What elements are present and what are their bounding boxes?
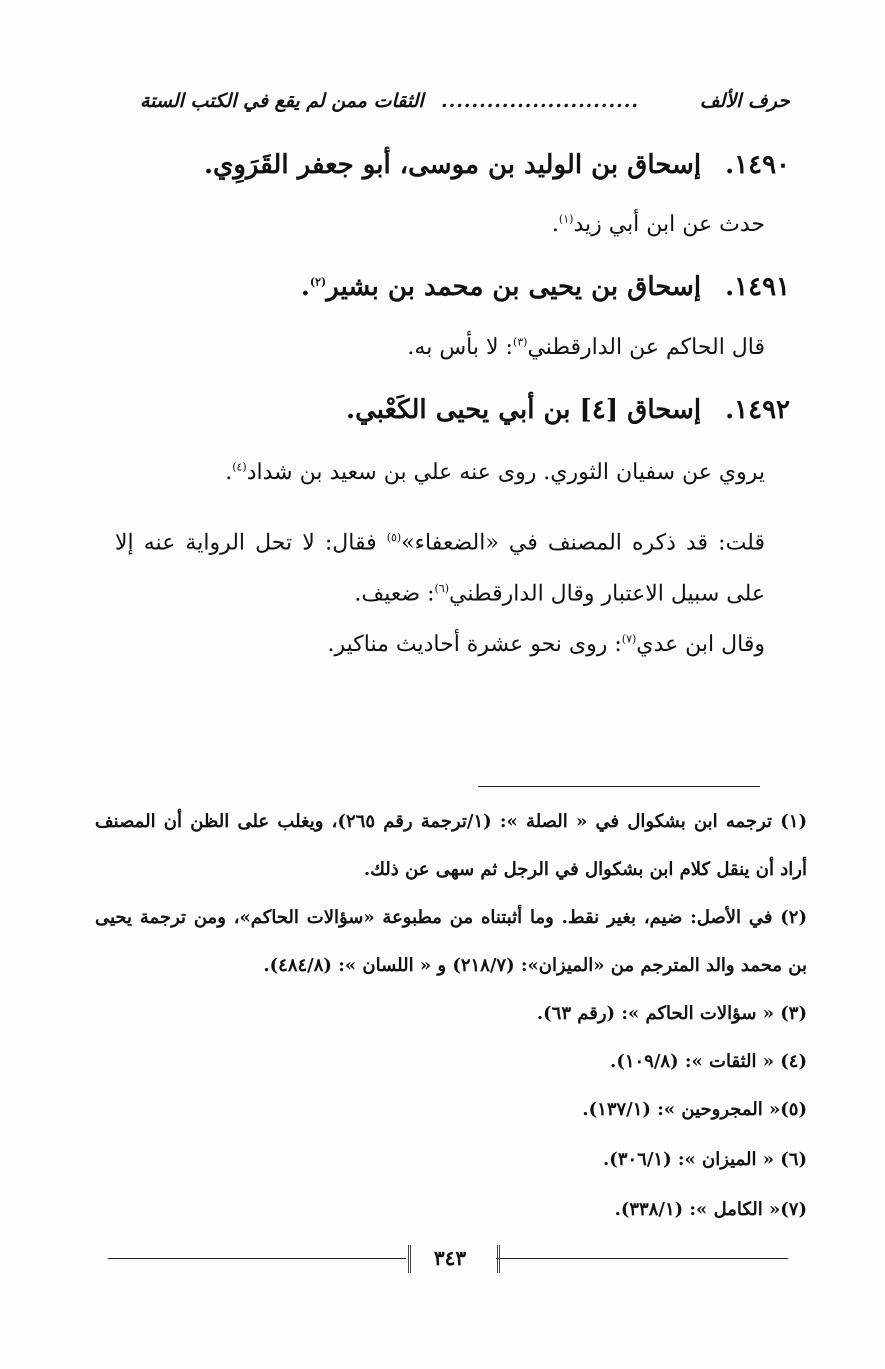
footnote-ref: (٦)	[434, 582, 450, 596]
header-book-title: الثقات ممن لم يقع في الكتب الستة	[140, 90, 424, 112]
entry-name: إسحاق [٤] بن أبي يحيى الكَعْبي.	[346, 395, 702, 425]
footnote-ref: (٢)	[309, 275, 327, 289]
entry-number: ١٤٩٢.	[725, 395, 790, 425]
footnote: (٣) « سؤالات الحاكم »: (رقم ٦٣).	[536, 1003, 807, 1024]
text-segment: : لا بأس به.	[407, 335, 513, 360]
footnote: (٤) « الثقات »: (١٠٩/٨).	[610, 1051, 807, 1072]
entry-text	[225, 460, 765, 485]
footnote-separator	[478, 786, 760, 787]
footnote: (٧)« الكامل »: (٣٣٨/١).	[614, 1199, 807, 1220]
text-segment: : روى نحو عشرة أحاديث مناكير.	[327, 632, 622, 657]
text-segment: فقال: لا تحل الرواية عنه إلا على سبيل الاعتبار وقال الدارقطني	[115, 530, 765, 607]
page-number: ٣٤٣	[433, 1246, 467, 1270]
entry-heading	[204, 150, 790, 180]
text-segment: قلت: قد ذكره المصنف في «الضعفاء»	[401, 530, 765, 556]
entry-number: ١٤٩١.	[725, 272, 790, 302]
entry-number: ١٤٩٠.	[725, 150, 790, 180]
footnote: (٦) « الميزان »: (٣٠٦/١).	[603, 1149, 807, 1170]
footnote: (١) ترجمه ابن بشكوال في « الصلة »: (١/ترجمة رقم ٢٦٥)، ويغلب على الظن أن المصنف أراد أن ينقل كلام ابن بشكوال في الرجل ثم سهى عن ذلك.	[95, 811, 807, 880]
header-dots: ..........................	[441, 90, 639, 112]
page-rule-right	[496, 1258, 788, 1259]
footnote: (٢) في الأصل: ضيم، بغير نقط. وما أثبتناه من مطبوعة «سؤالات الحاكم»، ومن ترجمة يحيى بن محمد والد المترجم من «الميزان»: (٢١٨/٧) و « اللسان »: (٤٨٤/٨).	[95, 907, 807, 976]
text-segment: قال الحاكم عن الدارقطني	[527, 335, 765, 360]
entry-name: إسحاق بن يحيى بن محمد بن بشير	[326, 272, 702, 302]
entry-text	[328, 632, 765, 657]
footnote-ref: (١)	[558, 212, 574, 226]
page-rule-left	[108, 1258, 406, 1259]
text-segment: يروي عن سفيان الثوري. روى عنه علي بن سعيد بن شداد	[246, 460, 765, 485]
text-segment: وقال ابن عدي	[636, 632, 765, 657]
entry-name-tail: .	[300, 272, 310, 302]
text-segment: .	[225, 460, 233, 485]
text-segment: حدث عن ابن أبي زيد	[573, 212, 765, 237]
footnote-ref: (٥)	[386, 531, 402, 544]
text-segment: : ضعيف.	[354, 581, 435, 607]
entry-heading	[346, 395, 790, 425]
footnote: (٥)« المجروحين »: (١٣٧/١).	[582, 1099, 807, 1120]
footnote-ref: (٤)	[232, 460, 247, 474]
footnote-ref: (٧)	[621, 632, 637, 646]
entry-heading	[301, 272, 790, 302]
header-chapter: حرف الألف	[699, 90, 790, 112]
entry-paragraph	[115, 515, 765, 618]
entry-text	[552, 212, 765, 237]
footnote-ref: (٣)	[512, 335, 528, 349]
entry-name: إسحاق بن الوليد بن موسى، أبو جعفر القَرَوِي.	[203, 150, 702, 180]
text-segment: .	[551, 212, 559, 237]
entry-text	[407, 335, 765, 360]
running-header	[140, 86, 790, 116]
